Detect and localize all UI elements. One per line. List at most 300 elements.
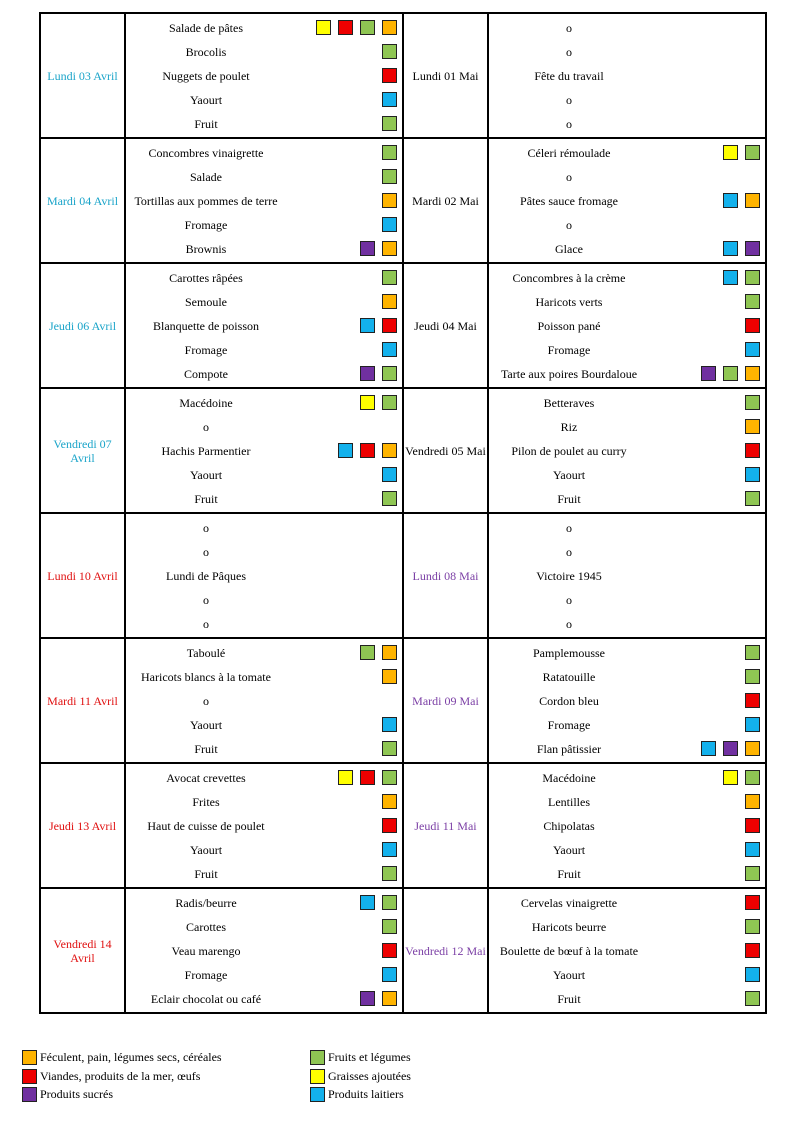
food-group-tag-blue	[701, 741, 716, 756]
food-group-tag-orange	[745, 741, 760, 756]
menu-items-cell	[488, 638, 766, 763]
dish-name: Brocolis	[185, 44, 227, 59]
dish-name: Poisson pané	[537, 318, 601, 333]
menu-item	[126, 290, 402, 314]
menu-item	[489, 588, 765, 612]
food-group-tags	[382, 68, 397, 84]
dish-name: Salade de pâtes	[169, 20, 243, 35]
food-group-tag-red	[360, 443, 375, 458]
menu-item	[126, 641, 402, 665]
week-row	[40, 13, 766, 138]
dish-name: Nuggets de poulet	[162, 68, 250, 83]
food-group-tags	[745, 693, 760, 709]
menu-item	[489, 939, 765, 963]
food-group-tag-red	[382, 818, 397, 833]
food-group-tag-green	[745, 770, 760, 785]
food-group-tag-blue	[382, 717, 397, 732]
dish-name: Avocat crevettes	[166, 770, 246, 785]
food-group-tags	[360, 241, 397, 257]
menu-item	[126, 391, 402, 415]
empty-slot-marker: o	[566, 217, 572, 232]
menu-item	[489, 665, 765, 689]
menu-item	[489, 237, 765, 261]
dish-name: Fruit	[194, 866, 218, 881]
food-group-tag-red	[745, 443, 760, 458]
menu-items-cell	[125, 638, 403, 763]
legend-swatch-purple	[22, 1087, 37, 1102]
food-group-tag-green	[745, 645, 760, 660]
menu-items-cell	[125, 513, 403, 638]
dish-name: Eclair chocolat ou café	[150, 991, 262, 1006]
food-group-tags	[382, 44, 397, 60]
food-group-tag-orange	[382, 443, 397, 458]
food-group-tags	[745, 419, 760, 435]
food-group-tag-red	[382, 68, 397, 83]
food-group-tags	[360, 645, 397, 661]
food-group-tags	[745, 919, 760, 935]
menu-item	[489, 338, 765, 362]
food-group-tag-blue	[745, 842, 760, 857]
food-group-tag-yellow	[723, 770, 738, 785]
menu-item	[489, 439, 765, 463]
dish-name: Haricots beurre	[531, 919, 607, 934]
food-group-tag-blue	[745, 467, 760, 482]
food-group-tag-red	[360, 770, 375, 785]
dish-name: Fruit	[557, 866, 581, 881]
menu-item	[126, 516, 402, 540]
food-group-tags	[316, 20, 397, 36]
menu-item	[126, 588, 402, 612]
menu-item	[126, 64, 402, 88]
dish-name: Tortillas aux pommes de terre	[134, 193, 278, 208]
food-group-tags	[382, 794, 397, 810]
food-group-tag-orange	[745, 794, 760, 809]
menu-item	[489, 487, 765, 511]
food-group-tags	[360, 395, 397, 411]
empty-slot-marker: o	[566, 592, 572, 607]
dish-name: Macédoine	[542, 770, 596, 785]
dish-name: Salade	[190, 169, 222, 184]
food-group-tags	[382, 92, 397, 108]
menu-item	[126, 665, 402, 689]
food-group-tag-purple	[360, 241, 375, 256]
dish-name: Glace	[555, 241, 583, 256]
food-group-tag-purple	[723, 741, 738, 756]
menu-item	[489, 64, 765, 88]
menu-item	[489, 141, 765, 165]
menu-item	[126, 939, 402, 963]
food-group-tags	[745, 895, 760, 911]
menu-items-cell	[488, 763, 766, 888]
food-group-tag-green	[745, 270, 760, 285]
menu-item	[126, 891, 402, 915]
food-group-tag-red	[745, 318, 760, 333]
dish-name: Céleri rémoulade	[527, 145, 611, 160]
menu-item	[489, 963, 765, 987]
dish-name: Fromage	[184, 217, 228, 232]
dish-name: Yaourt	[189, 842, 223, 857]
food-group-tags	[382, 967, 397, 983]
menu-item	[489, 112, 765, 136]
menu-item	[489, 516, 765, 540]
food-group-tag-green	[382, 491, 397, 506]
legend-swatch-green	[310, 1050, 325, 1065]
dish-name: Victoire 1945	[536, 568, 602, 583]
legend-swatch-red	[22, 1069, 37, 1084]
food-group-tag-blue	[382, 217, 397, 232]
food-group-tags	[382, 669, 397, 685]
empty-slot-marker: o	[566, 116, 572, 131]
food-group-tag-yellow	[360, 395, 375, 410]
day-label-lundi-03-avril: Lundi 03 Avril	[40, 13, 125, 138]
empty-slot-marker: o	[566, 520, 572, 535]
menu-item	[489, 641, 765, 665]
dish-name: Cordon bleu	[539, 693, 599, 708]
dish-name: Fromage	[547, 717, 591, 732]
dish-name: Concombres vinaigrette	[148, 145, 264, 160]
food-group-tags	[382, 919, 397, 935]
dish-name: Taboulé	[186, 645, 226, 660]
dish-name: Fromage	[547, 342, 591, 357]
day-label-vendredi-12-mai: Vendredi 12 Mai	[403, 888, 488, 1013]
food-group-tag-purple	[360, 366, 375, 381]
menu-item	[126, 237, 402, 261]
food-group-tags	[382, 741, 397, 757]
menu-item	[489, 16, 765, 40]
food-group-tag-green	[745, 669, 760, 684]
dish-name: Pâtes sauce fromage	[520, 193, 618, 208]
food-group-tags	[745, 818, 760, 834]
empty-slot-marker: o	[203, 520, 209, 535]
food-group-tags	[382, 842, 397, 858]
empty-slot-marker: o	[566, 44, 572, 59]
food-group-tags	[701, 741, 760, 757]
dish-name: Haricots blancs à la tomate	[141, 669, 271, 684]
legend-label: Produits sucrés	[40, 1087, 113, 1101]
menu-item	[489, 213, 765, 237]
food-group-tags	[723, 270, 760, 286]
menu-item	[489, 463, 765, 487]
dish-name: Yaourt	[552, 842, 586, 857]
menu-item	[489, 766, 765, 790]
menu-item	[126, 338, 402, 362]
legend-swatch-blue	[310, 1087, 325, 1102]
food-group-tag-red	[745, 895, 760, 910]
legend	[22, 1049, 542, 1109]
food-group-tag-purple	[701, 366, 716, 381]
dish-name: Hachis Parmentier	[161, 443, 251, 458]
menu-item	[126, 314, 402, 338]
menu-items-cell	[125, 388, 403, 513]
dish-name: Pamplemousse	[533, 645, 605, 660]
empty-slot-marker: o	[203, 544, 209, 559]
food-group-tags	[382, 145, 397, 161]
food-group-tag-orange	[382, 645, 397, 660]
day-label-lundi-08-mai: Lundi 08 Mai	[403, 513, 488, 638]
menu-item	[489, 862, 765, 886]
menu-item	[126, 415, 402, 439]
food-group-tag-red	[382, 943, 397, 958]
week-row	[40, 513, 766, 638]
empty-slot-marker: o	[203, 693, 209, 708]
menu-item	[126, 16, 402, 40]
dish-name: Yaourt	[552, 967, 586, 982]
dish-name: Concombres à la crème	[512, 270, 626, 285]
food-group-tag-green	[382, 866, 397, 881]
food-group-tag-yellow	[723, 145, 738, 160]
food-group-tag-green	[382, 919, 397, 934]
food-group-tags	[745, 645, 760, 661]
menu-item	[126, 540, 402, 564]
menu-item	[489, 314, 765, 338]
food-group-tag-green	[745, 145, 760, 160]
dish-name: Lentilles	[548, 794, 590, 809]
dish-name: Cervelas vinaigrette	[520, 895, 618, 910]
dish-name: Haricots verts	[535, 294, 603, 309]
food-group-tags	[360, 991, 397, 1007]
empty-slot-marker: o	[566, 169, 572, 184]
food-group-tag-yellow	[338, 770, 353, 785]
dish-name: Fruit	[557, 491, 581, 506]
week-row	[40, 388, 766, 513]
legend-label: Fruits et légumes	[328, 1050, 411, 1064]
menu-item	[126, 713, 402, 737]
food-group-tag-purple	[745, 241, 760, 256]
food-group-tags	[723, 193, 760, 209]
dish-name: Veau marengo	[171, 943, 241, 958]
menu-item	[489, 790, 765, 814]
menu-item	[126, 737, 402, 761]
menu-item	[126, 362, 402, 386]
dish-name: Yaourt	[189, 467, 223, 482]
menu-item	[489, 713, 765, 737]
food-group-tags	[745, 395, 760, 411]
food-group-tags	[723, 145, 760, 161]
day-label-mardi-11-avril: Mardi 11 Avril	[40, 638, 125, 763]
menu-item	[126, 766, 402, 790]
menu-items-cell	[488, 263, 766, 388]
menu-item	[489, 987, 765, 1011]
food-group-tag-orange	[382, 193, 397, 208]
dish-name: Blanquette de poisson	[153, 318, 259, 333]
menu-item	[126, 141, 402, 165]
food-group-tag-blue	[382, 342, 397, 357]
food-group-tag-yellow	[316, 20, 331, 35]
food-group-tag-green	[745, 991, 760, 1006]
dish-name: Ratatouille	[542, 669, 596, 684]
menu-item	[126, 915, 402, 939]
menu-item	[126, 487, 402, 511]
empty-slot-marker: o	[203, 616, 209, 631]
week-row	[40, 638, 766, 763]
menu-item	[489, 290, 765, 314]
legend-item-red	[22, 1068, 200, 1084]
menu-item	[126, 463, 402, 487]
food-group-tags	[382, 342, 397, 358]
food-group-tag-orange	[382, 669, 397, 684]
food-group-tag-orange	[382, 241, 397, 256]
food-group-tag-orange	[745, 366, 760, 381]
food-group-tags	[745, 491, 760, 507]
food-group-tags	[382, 294, 397, 310]
food-group-tag-green	[745, 395, 760, 410]
food-group-tag-red	[745, 818, 760, 833]
food-group-tag-blue	[745, 967, 760, 982]
food-group-tag-green	[382, 395, 397, 410]
empty-slot-marker: o	[566, 20, 572, 35]
food-group-tag-blue	[745, 717, 760, 732]
dish-name: Betteraves	[543, 395, 595, 410]
day-label-lundi-10-avril: Lundi 10 Avril	[40, 513, 125, 638]
menu-item	[126, 790, 402, 814]
legend-label: Viandes, produits de la mer, œufs	[40, 1069, 201, 1083]
food-group-tags	[338, 443, 397, 459]
menu-item	[126, 814, 402, 838]
food-group-tag-red	[745, 693, 760, 708]
food-group-tags	[745, 294, 760, 310]
legend-label: Féculent, pain, légumes secs, céréales	[40, 1050, 222, 1064]
food-group-tag-green	[745, 866, 760, 881]
food-group-tag-green	[382, 895, 397, 910]
menu-item	[489, 88, 765, 112]
food-group-tag-green	[360, 20, 375, 35]
day-label-jeudi-13-avril: Jeudi 13 Avril	[40, 763, 125, 888]
menu-item	[489, 814, 765, 838]
dish-name: Yaourt	[552, 467, 586, 482]
food-group-tag-blue	[338, 443, 353, 458]
food-group-tag-blue	[360, 895, 375, 910]
dish-name: Fête du travail	[534, 68, 604, 83]
menu-item	[489, 189, 765, 213]
food-group-tags	[360, 366, 397, 382]
food-group-tag-green	[382, 270, 397, 285]
menu-item	[489, 612, 765, 636]
menu-item	[489, 165, 765, 189]
food-group-tags	[382, 270, 397, 286]
food-group-tag-green	[745, 294, 760, 309]
menu-item	[489, 40, 765, 64]
menu-items-cell	[488, 888, 766, 1013]
dish-name: Yaourt	[189, 717, 223, 732]
dish-name: Chipolatas	[543, 818, 595, 833]
menu-item	[489, 838, 765, 862]
menu-items-cell	[125, 138, 403, 263]
dish-name: Compote	[184, 366, 228, 381]
food-group-tag-blue	[723, 193, 738, 208]
food-group-tags	[382, 943, 397, 959]
menu-item	[126, 564, 402, 588]
menu-item	[489, 362, 765, 386]
food-group-tag-green	[723, 366, 738, 381]
week-row	[40, 263, 766, 388]
dish-name: Yaourt	[189, 92, 223, 107]
legend-item-orange	[22, 1049, 222, 1065]
week-row	[40, 763, 766, 888]
menu-items-cell	[125, 13, 403, 138]
legend-item-blue	[310, 1086, 404, 1102]
empty-slot-marker: o	[203, 419, 209, 434]
dish-name: Tarte aux poires Bourdaloue	[500, 366, 638, 381]
food-group-tag-red	[382, 318, 397, 333]
food-group-tag-blue	[382, 467, 397, 482]
legend-label: Graisses ajoutées	[328, 1069, 411, 1083]
food-group-tags	[360, 318, 397, 334]
dish-name: Boulette de bœuf à la tomate	[499, 943, 639, 958]
food-group-tags	[745, 842, 760, 858]
dish-name: Carottes râpées	[169, 270, 243, 285]
menu-item	[489, 391, 765, 415]
day-label-mardi-02-mai: Mardi 02 Mai	[403, 138, 488, 263]
menu-table	[39, 12, 767, 1014]
food-group-tags	[382, 467, 397, 483]
dish-name: Frites	[192, 794, 220, 809]
dish-name: Carottes	[186, 919, 226, 934]
food-group-tags	[745, 443, 760, 459]
menu-items-cell	[125, 763, 403, 888]
food-group-tags	[701, 366, 760, 382]
day-label-jeudi-11-mai: Jeudi 11 Mai	[403, 763, 488, 888]
day-label-lundi-01-mai: Lundi 01 Mai	[403, 13, 488, 138]
food-group-tag-blue	[723, 241, 738, 256]
menu-item	[126, 88, 402, 112]
food-group-tag-blue	[382, 92, 397, 107]
day-label-mardi-09-mai: Mardi 09 Mai	[403, 638, 488, 763]
legend-item-purple	[22, 1086, 113, 1102]
food-group-tag-green	[360, 645, 375, 660]
food-group-tag-green	[382, 116, 397, 131]
food-group-tag-purple	[360, 991, 375, 1006]
food-group-tag-orange	[382, 991, 397, 1006]
menu-item	[126, 689, 402, 713]
food-group-tag-green	[745, 491, 760, 506]
food-group-tag-blue	[382, 967, 397, 982]
dish-name: Fromage	[184, 342, 228, 357]
food-group-tag-blue	[382, 842, 397, 857]
food-group-tags	[745, 342, 760, 358]
week-row	[40, 138, 766, 263]
food-group-tag-red	[338, 20, 353, 35]
food-group-tag-blue	[723, 270, 738, 285]
day-label-vendredi-14-avril: Vendredi 14 Avril	[40, 888, 125, 1013]
dish-name: Fruit	[194, 741, 218, 756]
dish-name: Radis/beurre	[175, 895, 237, 910]
menu-items-cell	[488, 13, 766, 138]
legend-item-yellow	[310, 1068, 411, 1084]
day-label-vendredi-05-mai: Vendredi 05 Mai	[403, 388, 488, 513]
day-label-vendredi-07-avril: Vendredi 07 Avril	[40, 388, 125, 513]
dish-name: Macédoine	[179, 395, 233, 410]
dish-name: Fruit	[557, 991, 581, 1006]
legend-swatch-yellow	[310, 1069, 325, 1084]
dish-name: Pilon de poulet au curry	[511, 443, 627, 458]
food-group-tags	[382, 818, 397, 834]
empty-slot-marker: o	[566, 544, 572, 559]
food-group-tags	[745, 967, 760, 983]
food-group-tags	[382, 717, 397, 733]
menu-item	[126, 165, 402, 189]
menu-item	[126, 612, 402, 636]
food-group-tags	[338, 770, 397, 786]
menu-item	[489, 564, 765, 588]
menu-item	[126, 838, 402, 862]
legend-label: Produits laitiers	[328, 1087, 404, 1101]
menu-item	[489, 737, 765, 761]
menu-item	[126, 40, 402, 64]
dish-name: Fromage	[184, 967, 228, 982]
food-group-tag-green	[382, 741, 397, 756]
food-group-tags	[360, 895, 397, 911]
food-group-tags	[745, 318, 760, 334]
